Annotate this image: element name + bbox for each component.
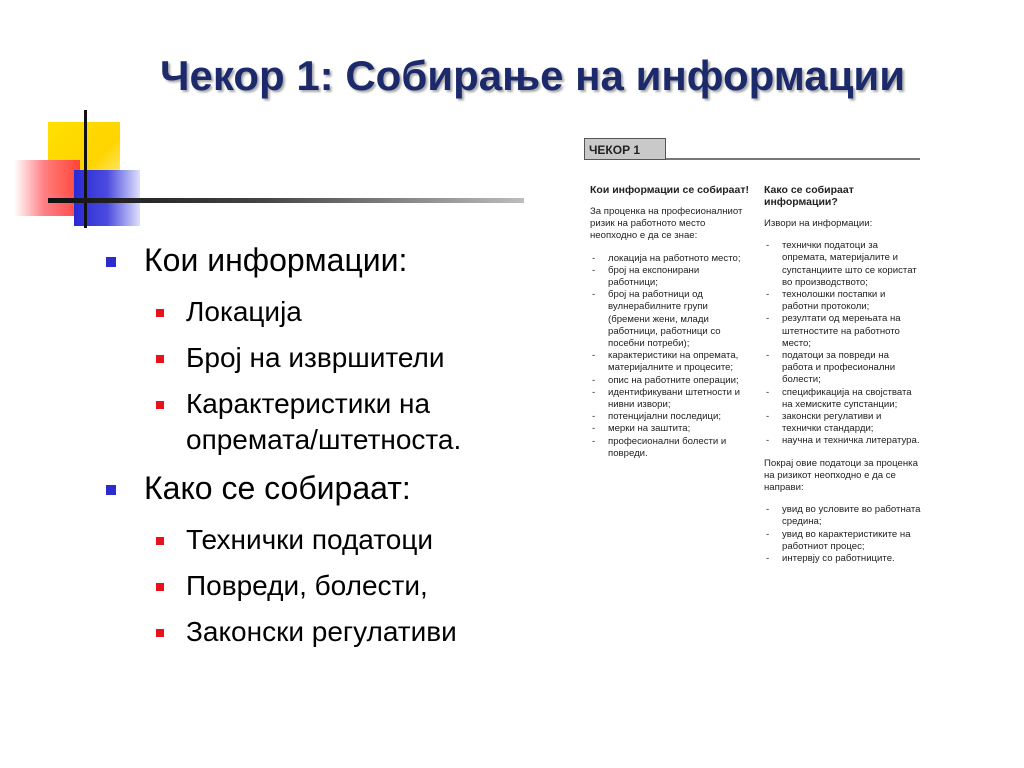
list-item: - локација на работното место; (590, 253, 750, 265)
square-bullet-icon (156, 309, 164, 317)
document-header-rule (666, 158, 920, 160)
right-column-list (764, 240, 922, 447)
document-right-column (764, 184, 922, 575)
list-item: - технички податоци за опремата, материјалите и супстанциите што се користат во производството; (764, 240, 922, 289)
square-bullet-icon (156, 401, 164, 409)
list-item: - увид во карактеристиките на работниот процес; (764, 529, 922, 553)
list-item: - научна и техничка литература. (764, 435, 922, 447)
left-column-heading: Кои информации се собираат! (590, 184, 750, 196)
document-header: ЧЕКОР 1 (584, 138, 666, 160)
square-bullet-icon (106, 257, 116, 267)
list-item: - увид во условите во работната средина; (764, 504, 922, 528)
list-item: - резултати од мерењата на штетностите на работното место; (764, 313, 922, 350)
bullet-level2 (100, 386, 516, 458)
list-item: - технолошки постапки и работни протоколи; (764, 289, 922, 313)
right-column-intro: Извори на информации: (764, 218, 873, 229)
bullet-text: Локација (186, 296, 302, 327)
scanned-document (584, 132, 924, 764)
list-item: - мерки на заштита; (590, 423, 750, 435)
square-bullet-icon (156, 355, 164, 363)
bullet-text: Технички податоци (186, 524, 434, 555)
title-underline (48, 198, 524, 203)
list-item: - број на работници од вулнерабилните групи (бремени жени, млади работници, работници со посебни потреби); (590, 289, 750, 350)
bullet-level2 (100, 568, 570, 604)
left-column-list (590, 253, 750, 460)
red-square (14, 160, 80, 216)
slide-title: Чекор 1: Собирање на информации (160, 52, 906, 99)
right-column-note: Покрај овие податоци за проценка на ризикот неопходно е да се направи: (764, 457, 918, 494)
list-item: - карактеристики на опремата, материјалните и процесите; (590, 350, 750, 374)
list-item: - идентификувани штетности и нивни извори; (590, 387, 750, 411)
list-item: - законски регулативи и технички стандарди; (764, 411, 922, 435)
right-column-note-list (764, 504, 922, 565)
list-item: - професионални болести и повреди. (590, 436, 750, 460)
list-item: - број на експонирани работници; (590, 265, 750, 289)
right-column-heading: Како се собираат информации? (764, 184, 854, 208)
bullet-text: Кои информации: (144, 242, 408, 278)
bullet-level2 (100, 294, 570, 330)
document-left-column (590, 184, 750, 470)
bullet-level2 (100, 340, 570, 376)
bullet-level2 (100, 522, 570, 558)
list-item: - податоци за повреди на работа и професионални болести; (764, 350, 922, 387)
list-item: - спецификација на својствата на хемиските супстанции; (764, 387, 922, 411)
bullet-text: Број на извршители (186, 342, 445, 373)
bullet-text: Законски регулативи (186, 616, 457, 647)
square-bullet-icon (156, 583, 164, 591)
bullet-text: Повреди, болести, (186, 570, 428, 601)
bullet-level1 (100, 240, 570, 280)
bullet-list (100, 240, 570, 660)
list-item: - опис на работните операции; (590, 375, 750, 387)
bullet-level1 (100, 468, 570, 508)
bullet-level2 (100, 614, 570, 650)
list-item: - потенцијални последици; (590, 411, 750, 423)
square-bullet-icon (156, 629, 164, 637)
bullet-text: Карактеристики на опремата/штетноста. (186, 388, 462, 455)
square-bullet-icon (106, 485, 116, 495)
square-bullet-icon (156, 537, 164, 545)
bullet-text: Како се собираат: (144, 470, 411, 506)
left-column-intro: За проценка на професионалниот ризик на работното место неопходно е да се знае: (590, 206, 743, 242)
list-item: - интервју со работниците. (764, 553, 922, 565)
vertical-rule (84, 110, 87, 228)
